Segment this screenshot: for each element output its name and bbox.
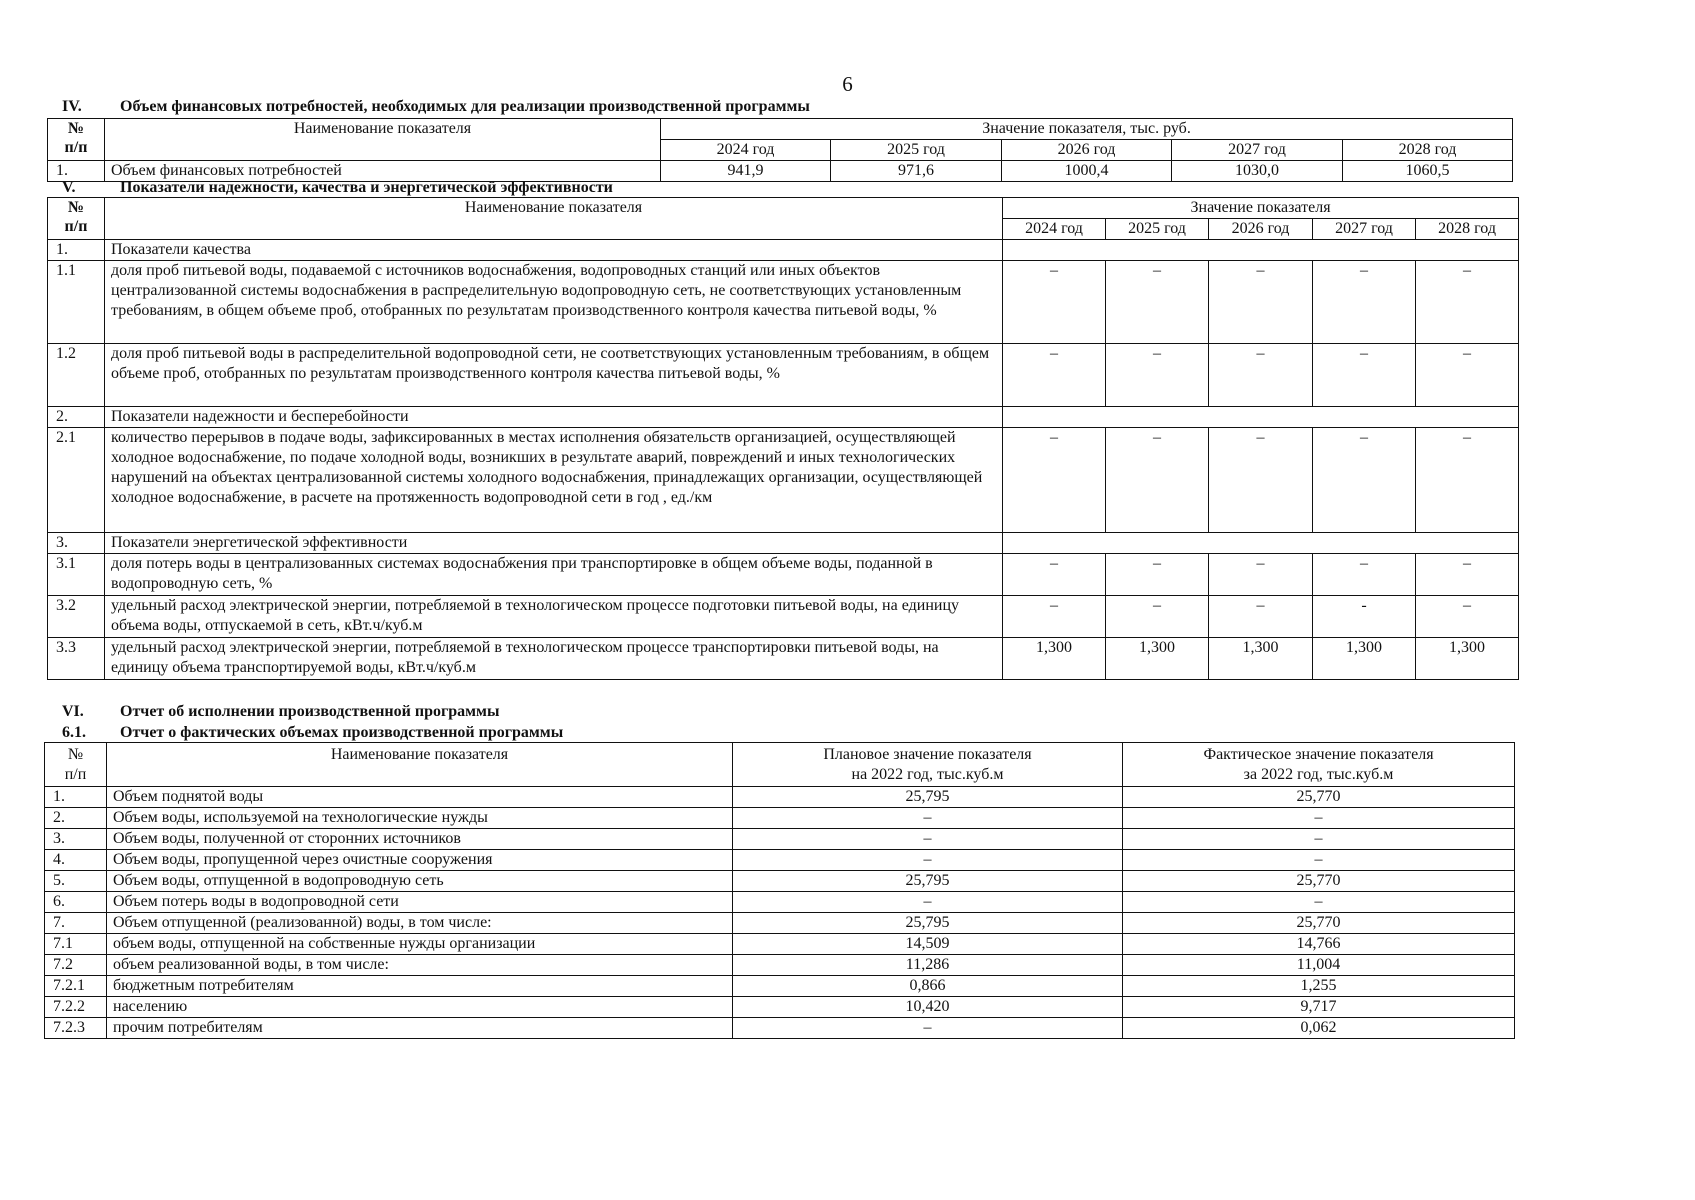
row-fact-value: 25,770: [1123, 787, 1515, 808]
row-fact-value: 25,770: [1123, 913, 1515, 934]
section-6-heading: [62, 704, 1462, 722]
row-plan-value: 0,866: [733, 976, 1123, 997]
row-value: 1,300: [1003, 638, 1106, 680]
row-plan-value: –: [733, 892, 1123, 913]
row-value: –: [1416, 344, 1519, 407]
row-value: –: [1003, 554, 1106, 596]
row-value: –: [1313, 344, 1416, 407]
row-value: 1,300: [1416, 638, 1519, 680]
row-plan-value: 25,795: [733, 787, 1123, 808]
row-number: 3.: [45, 829, 107, 850]
year-header: 2026 год: [1209, 219, 1313, 240]
table-row: [45, 997, 1515, 1018]
table-header-name: Наименование показателя: [105, 119, 661, 161]
row-value: –: [1003, 428, 1106, 533]
row-name: Показатели надежности и бесперебойности: [105, 407, 1003, 428]
table-header-num: № п/п: [45, 743, 107, 787]
table-header-num: № п/п: [48, 119, 105, 161]
row-number: 2.: [48, 407, 105, 428]
empty-cell: [1003, 407, 1519, 428]
row-name: Показатели качества: [105, 240, 1003, 261]
row-plan-value: 25,795: [733, 871, 1123, 892]
section-6-1-title: Отчет о фактических объемах производственной программы: [120, 724, 564, 741]
row-name: доля проб питьевой воды в распределительной водопроводной сети, не соответствующих установленным требованиям, в общем объеме проб, отобранных по результатам производственного контроля качества питьевой воды, %: [105, 344, 1003, 407]
row-value: 1,300: [1313, 638, 1416, 680]
row-number: 4.: [45, 850, 107, 871]
table-header-name: Наименование показателя: [107, 743, 733, 787]
row-value: 1000,4: [1002, 161, 1172, 182]
row-fact-value: 14,766: [1123, 934, 1515, 955]
section-4-number: IV.: [62, 98, 82, 115]
financial-needs-table: [47, 118, 1513, 182]
section-5-heading: [62, 180, 1462, 198]
row-number: 2.: [45, 808, 107, 829]
row-name: удельный расход электрической энергии, потребляемой в технологическом процессе подготовки питьевой воды, на единицу объема воды, отпускаемой в сеть, кВт.ч/куб.м: [105, 596, 1003, 638]
row-value: 971,6: [831, 161, 1002, 182]
table-header-fact: Фактическое значение показателя за 2022 год, тыс.куб.м: [1123, 743, 1515, 787]
table-row: [48, 638, 1519, 680]
row-value: –: [1416, 596, 1519, 638]
row-value: –: [1209, 428, 1313, 533]
row-number: 1.: [48, 161, 105, 182]
reliability-quality-table: [47, 197, 1519, 680]
table-row: [45, 850, 1515, 871]
row-value: 1,300: [1209, 638, 1313, 680]
group-row: [48, 533, 1519, 554]
page-number: 6: [842, 72, 853, 96]
row-fact-value: –: [1123, 850, 1515, 871]
row-number: 3.3: [48, 638, 105, 680]
row-name: бюджетным потребителям: [107, 976, 733, 997]
year-header: 2025 год: [1106, 219, 1209, 240]
row-name: Объем отпущенной (реализованной) воды, в том числе:: [107, 913, 733, 934]
row-value: –: [1416, 428, 1519, 533]
table-row: [45, 955, 1515, 976]
row-fact-value: –: [1123, 808, 1515, 829]
row-fact-value: 25,770: [1123, 871, 1515, 892]
row-plan-value: –: [733, 850, 1123, 871]
row-plan-value: 11,286: [733, 955, 1123, 976]
row-value: 1060,5: [1343, 161, 1513, 182]
row-name: доля потерь воды в централизованных системах водоснабжения при транспортировке в общем объеме воды, поданной в водопроводную сеть, %: [105, 554, 1003, 596]
row-value: –: [1106, 428, 1209, 533]
row-number: 3.: [48, 533, 105, 554]
row-value: –: [1003, 596, 1106, 638]
row-number: 7.2: [45, 955, 107, 976]
row-number: 3.2: [48, 596, 105, 638]
row-value: –: [1003, 261, 1106, 344]
table-header-value: Значение показателя, тыс. руб.: [661, 119, 1513, 140]
row-fact-value: 11,004: [1123, 955, 1515, 976]
row-name: объем реализованной воды, в том числе:: [107, 955, 733, 976]
row-name: Объем потерь воды в водопроводной сети: [107, 892, 733, 913]
table-row: [45, 871, 1515, 892]
row-name: Объем финансовых потребностей: [105, 161, 661, 182]
row-value: 1,300: [1106, 638, 1209, 680]
table-row: [45, 913, 1515, 934]
section-6-1-heading: [62, 725, 1462, 743]
row-value: –: [1106, 554, 1209, 596]
row-value: 941,9: [661, 161, 831, 182]
row-name: Объем воды, пропущенной через очистные сооружения: [107, 850, 733, 871]
row-fact-value: –: [1123, 892, 1515, 913]
group-row: [48, 240, 1519, 261]
row-name: доля проб питьевой воды, подаваемой с источников водоснабжения, водопроводных станций или иных объектов централизованной системы водоснабжения в распределительную водопроводную сеть, не соответствующих установленным требованиям, в общем объеме проб, отобранных по результатам производственного контроля качества питьевой воды, %: [105, 261, 1003, 344]
row-number: 7.2.3: [45, 1018, 107, 1039]
row-name: количество перерывов в подаче воды, зафиксированных в местах исполнения обязательств организацией, осуществляющей холодное водоснабжение, по подаче холодной воды, возникших в результате аварий, повреждений и иных технологических нарушений на объектах централизованной системы холодного водоснабжения, принадлежащих организации, осуществляющей холодное водоснабжение, в расчете на протяженность водопроводной сети в год , ед./км: [105, 428, 1003, 533]
section-6-title: Отчет об исполнении производственной программы: [120, 703, 500, 720]
table-row: [48, 261, 1519, 344]
row-value: –: [1003, 344, 1106, 407]
row-name: Объем воды, используемой на технологические нужды: [107, 808, 733, 829]
year-header: 2026 год: [1002, 140, 1172, 161]
row-number: 7.: [45, 913, 107, 934]
row-fact-value: 1,255: [1123, 976, 1515, 997]
table-row: [48, 554, 1519, 596]
table-header-num: № п/п: [48, 198, 105, 240]
row-name: удельный расход электрической энергии, потребляемой в технологическом процессе транспортировки питьевой воды, на единицу объема транспортируемой воды, кВт.ч/куб.м: [105, 638, 1003, 680]
year-header: 2028 год: [1416, 219, 1519, 240]
row-name: Показатели энергетической эффективности: [105, 533, 1003, 554]
group-row: [48, 407, 1519, 428]
row-number: 1.: [45, 787, 107, 808]
row-value: –: [1313, 554, 1416, 596]
table-header-value: Значение показателя: [1003, 198, 1519, 219]
row-fact-value: 0,062: [1123, 1018, 1515, 1039]
row-value: –: [1106, 596, 1209, 638]
year-header: 2027 год: [1313, 219, 1416, 240]
row-number: 7.2.2: [45, 997, 107, 1018]
row-number: 6.: [45, 892, 107, 913]
row-number: 1.2: [48, 344, 105, 407]
row-fact-value: 9,717: [1123, 997, 1515, 1018]
section-6-1-number: 6.1.: [62, 724, 86, 741]
table-row: [45, 1018, 1515, 1039]
row-name: Объем поднятой воды: [107, 787, 733, 808]
row-value: –: [1416, 261, 1519, 344]
section-5-title: Показатели надежности, качества и энергетической эффективности: [120, 179, 613, 196]
table-row: [45, 976, 1515, 997]
table-row: [48, 596, 1519, 638]
row-number: 2.1: [48, 428, 105, 533]
row-value: –: [1313, 428, 1416, 533]
year-header: 2024 год: [661, 140, 831, 161]
table-row: [45, 934, 1515, 955]
year-header: 2027 год: [1172, 140, 1343, 161]
row-name: населению: [107, 997, 733, 1018]
row-number: 1.1: [48, 261, 105, 344]
year-header: 2025 год: [831, 140, 1002, 161]
row-value: –: [1106, 261, 1209, 344]
year-header: 2024 год: [1003, 219, 1106, 240]
row-name: Объем воды, отпущенной в водопроводную сеть: [107, 871, 733, 892]
section-4-title: Объем финансовых потребностей, необходимых для реализации производственной программы: [120, 98, 810, 115]
row-number: 7.1: [45, 934, 107, 955]
empty-cell: [1003, 240, 1519, 261]
empty-cell: [1003, 533, 1519, 554]
row-plan-value: –: [733, 829, 1123, 850]
table-header-name: Наименование показателя: [105, 198, 1003, 240]
row-number: 5.: [45, 871, 107, 892]
row-number: 3.1: [48, 554, 105, 596]
row-value: –: [1416, 554, 1519, 596]
row-value: –: [1209, 596, 1313, 638]
table-header-plan: Плановое значение показателя на 2022 год, тыс.куб.м: [733, 743, 1123, 787]
table-row: [45, 787, 1515, 808]
section-6-number: VI.: [62, 703, 84, 720]
row-value: –: [1106, 344, 1209, 407]
section-4-heading: [62, 99, 1462, 117]
row-plan-value: 25,795: [733, 913, 1123, 934]
row-value: 1030,0: [1172, 161, 1343, 182]
production-volumes-table: [44, 742, 1515, 1039]
row-plan-value: 10,420: [733, 997, 1123, 1018]
row-plan-value: –: [733, 1018, 1123, 1039]
row-value: –: [1209, 344, 1313, 407]
row-value: –: [1209, 554, 1313, 596]
row-value: -: [1313, 596, 1416, 638]
table-row: [45, 808, 1515, 829]
year-header: 2028 год: [1343, 140, 1513, 161]
table-row: [48, 344, 1519, 407]
row-name: Объем воды, полученной от сторонних источников: [107, 829, 733, 850]
row-fact-value: –: [1123, 829, 1515, 850]
row-name: прочим потребителям: [107, 1018, 733, 1039]
table-row: [48, 428, 1519, 533]
row-number: 7.2.1: [45, 976, 107, 997]
row-plan-value: 14,509: [733, 934, 1123, 955]
row-name: объем воды, отпущенной на собственные нужды организации: [107, 934, 733, 955]
row-number: 1.: [48, 240, 105, 261]
table-row: [45, 892, 1515, 913]
row-value: –: [1209, 261, 1313, 344]
row-value: –: [1313, 261, 1416, 344]
table-row: [45, 829, 1515, 850]
row-plan-value: –: [733, 808, 1123, 829]
section-5-number: V.: [62, 179, 76, 196]
